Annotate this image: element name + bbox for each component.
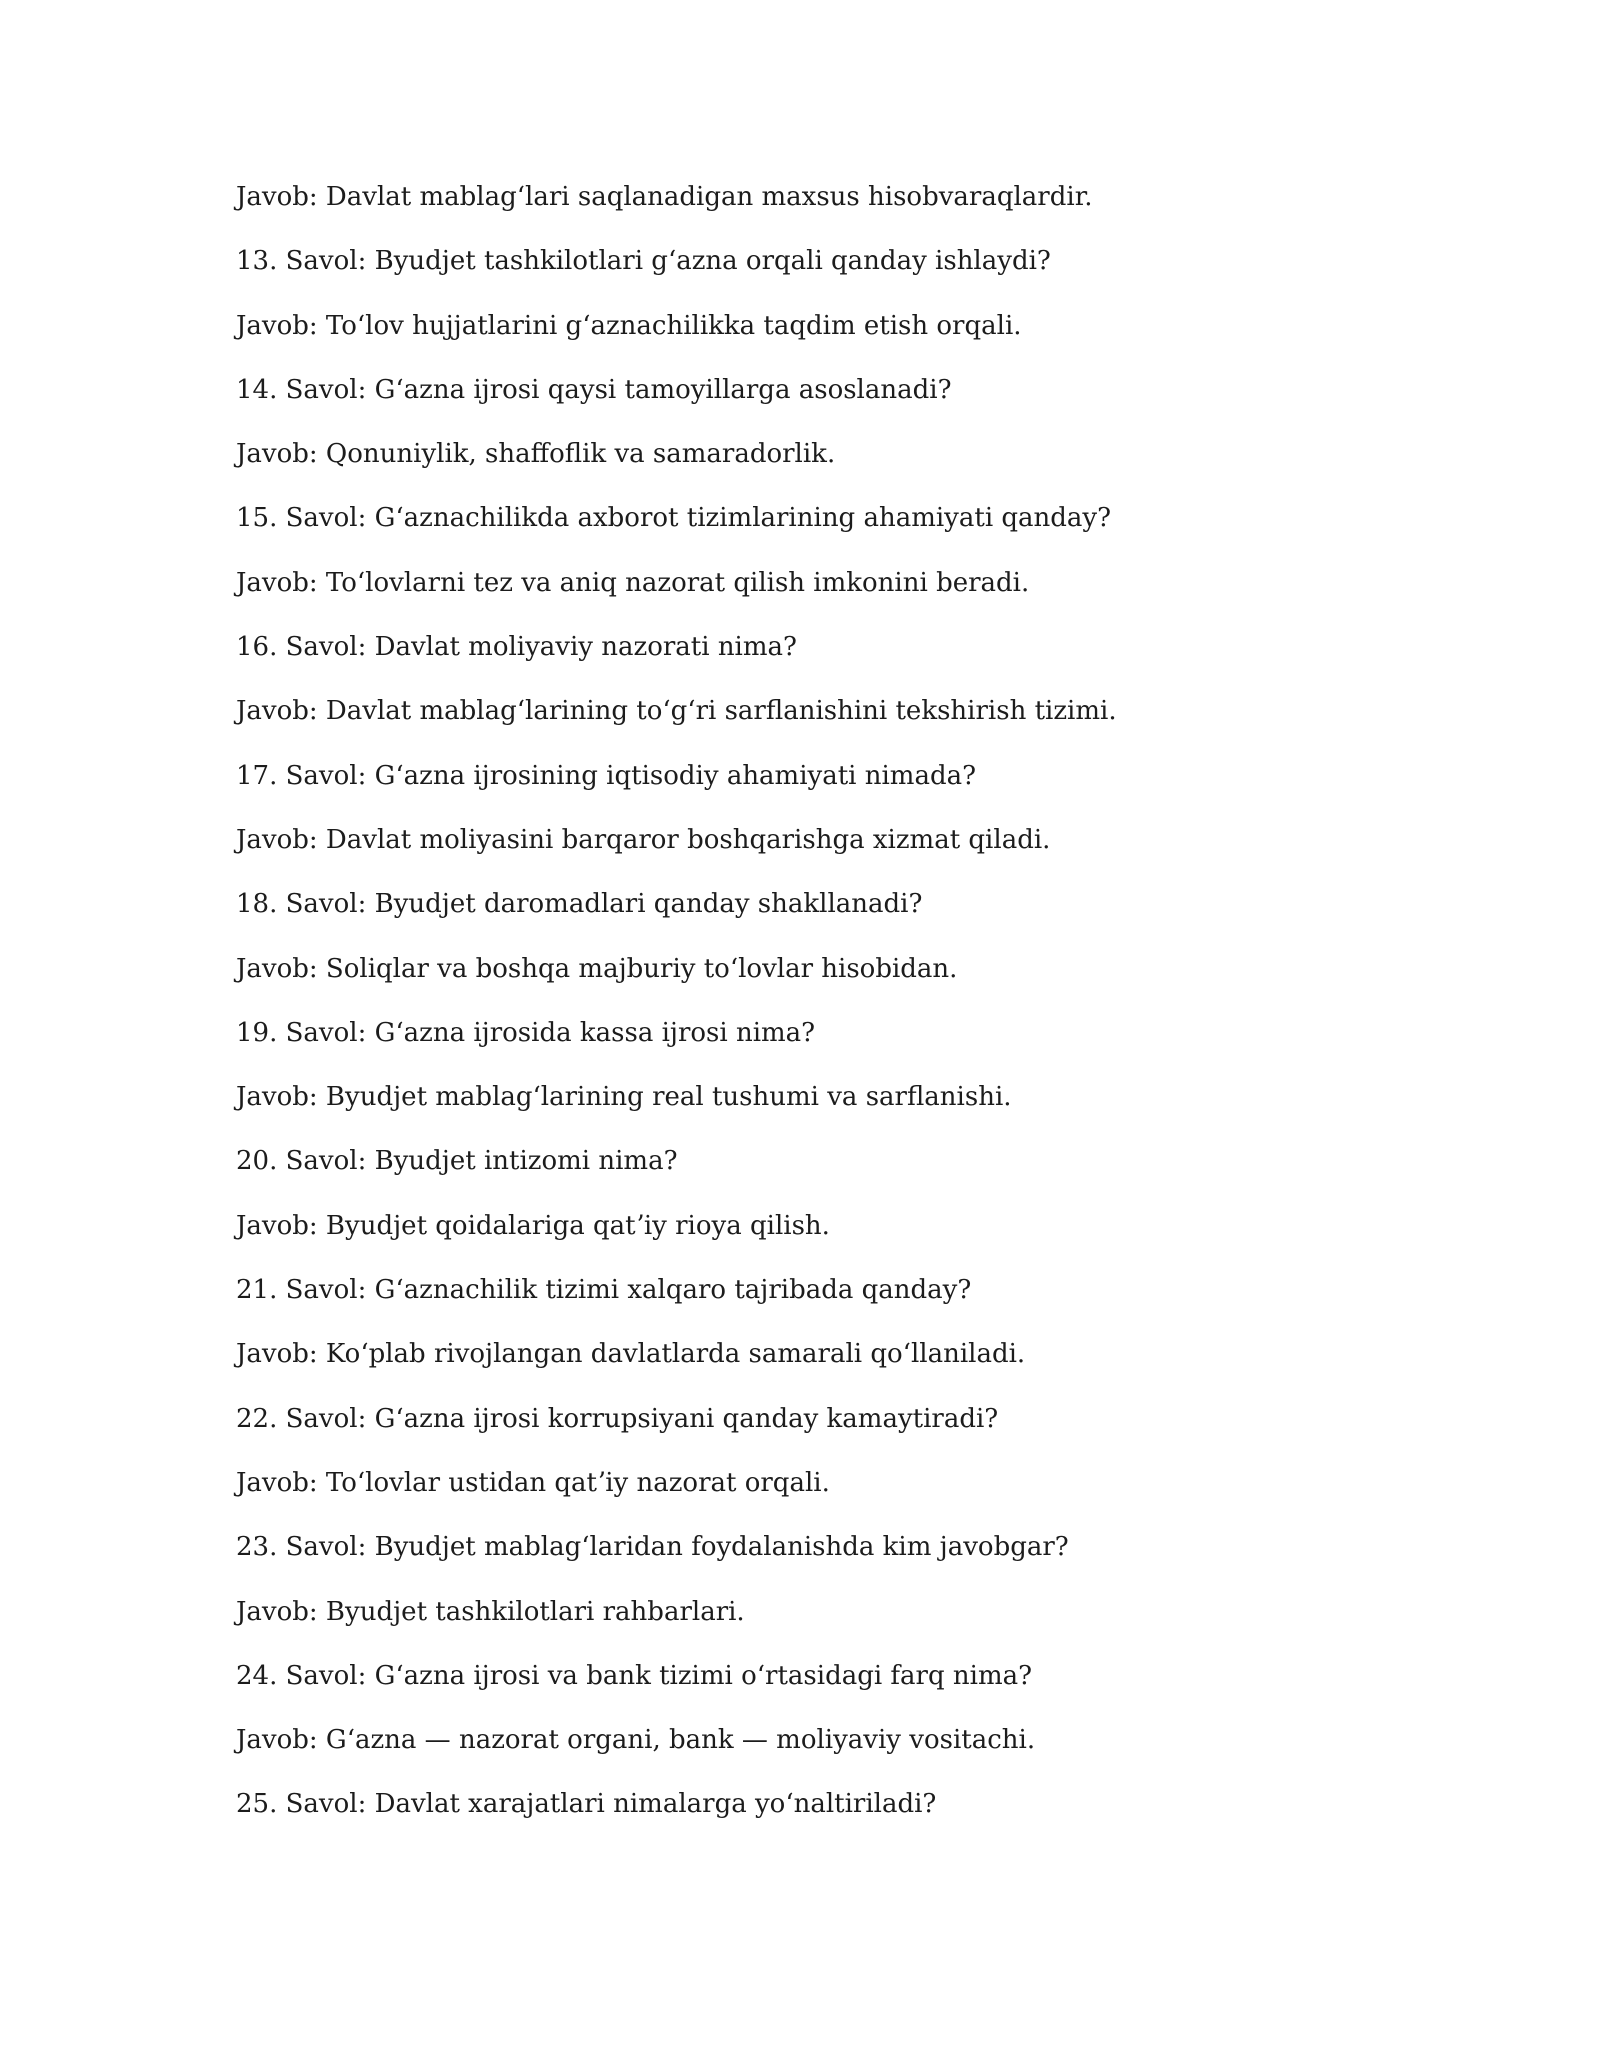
answer-line: Javob: Soliqlar va boshqa majburiy toʻlovlar hisobidan.	[236, 953, 958, 984]
question-line: 14. Savol: Gʻazna ijrosi qaysi tamoyillarga asoslanadi?	[236, 374, 952, 405]
answer-line: Javob: Qonuniylik, shaffoflik va samaradorlik.	[236, 439, 836, 470]
answer-line: Javob: Davlat mablagʻlarining toʻgʻri sarflanishini tekshirish tizimi.	[236, 696, 1117, 727]
question-line: 17. Savol: Gʻazna ijrosining iqtisodiy ahamiyati nimada?	[236, 760, 977, 791]
question-line: 21. Savol: Gʻaznachilik tizimi xalqaro tajribada qanday?	[236, 1275, 972, 1306]
answer-line: Javob: Byudjet qoidalariga qatʼiy rioya qilish.	[236, 1210, 830, 1241]
qa-list	[236, 182, 1436, 1854]
question-line: 16. Savol: Davlat moliyaviy nazorati nima?	[236, 632, 797, 663]
question-line: 18. Savol: Byudjet daromadlari qanday shakllanadi?	[236, 889, 923, 920]
answer-line: Javob: Davlat mablagʻlari saqlanadigan maxsus hisobvaraqlardir.	[236, 182, 1093, 212]
answer-line: Javob: Gʻazna — nazorat organi, bank — moliyaviy vositachi.	[236, 1725, 1036, 1756]
question-line: 13. Savol: Byudjet tashkilotlari gʻazna orqali qanday ishlaydi?	[236, 246, 1051, 277]
question-line: 24. Savol: Gʻazna ijrosi va bank tizimi oʻrtasidagi farq nima?	[236, 1660, 1033, 1691]
question-line: 20. Savol: Byudjet intizomi nima?	[236, 1146, 678, 1177]
question-line: 25. Savol: Davlat xarajatlari nimalarga yoʻnaltiriladi?	[236, 1789, 937, 1820]
answer-line: Javob: Byudjet mablagʻlarining real tushumi va sarflanishi.	[236, 1082, 1012, 1113]
answer-line: Javob: Davlat moliyasini barqaror boshqarishga xizmat qiladi.	[236, 824, 1051, 855]
answer-line: Javob: Byudjet tashkilotlari rahbarlari.	[236, 1596, 745, 1627]
answer-line: Javob: Toʻlovlarni tez va aniq nazorat qilish imkonini beradi.	[236, 567, 1030, 598]
answer-line: Javob: Toʻlov hujjatlarini gʻaznachilikka taqdim etish orqali.	[236, 310, 1022, 341]
question-line: 23. Savol: Byudjet mablagʻlaridan foydalanishda kim javobgar?	[236, 1532, 1069, 1563]
question-line: 22. Savol: Gʻazna ijrosi korrupsiyani qanday kamaytiradi?	[236, 1403, 999, 1434]
question-line: 19. Savol: Gʻazna ijrosida kassa ijrosi nima?	[236, 1017, 816, 1048]
answer-line: Javob: Koʻplab rivojlangan davlatlarda samarali qoʻllaniladi.	[236, 1339, 1026, 1370]
question-line: 15. Savol: Gʻaznachilikda axborot tizimlarining ahamiyati qanday?	[236, 503, 1112, 534]
answer-line: Javob: Toʻlovlar ustidan qatʼiy nazorat orqali.	[236, 1467, 830, 1498]
